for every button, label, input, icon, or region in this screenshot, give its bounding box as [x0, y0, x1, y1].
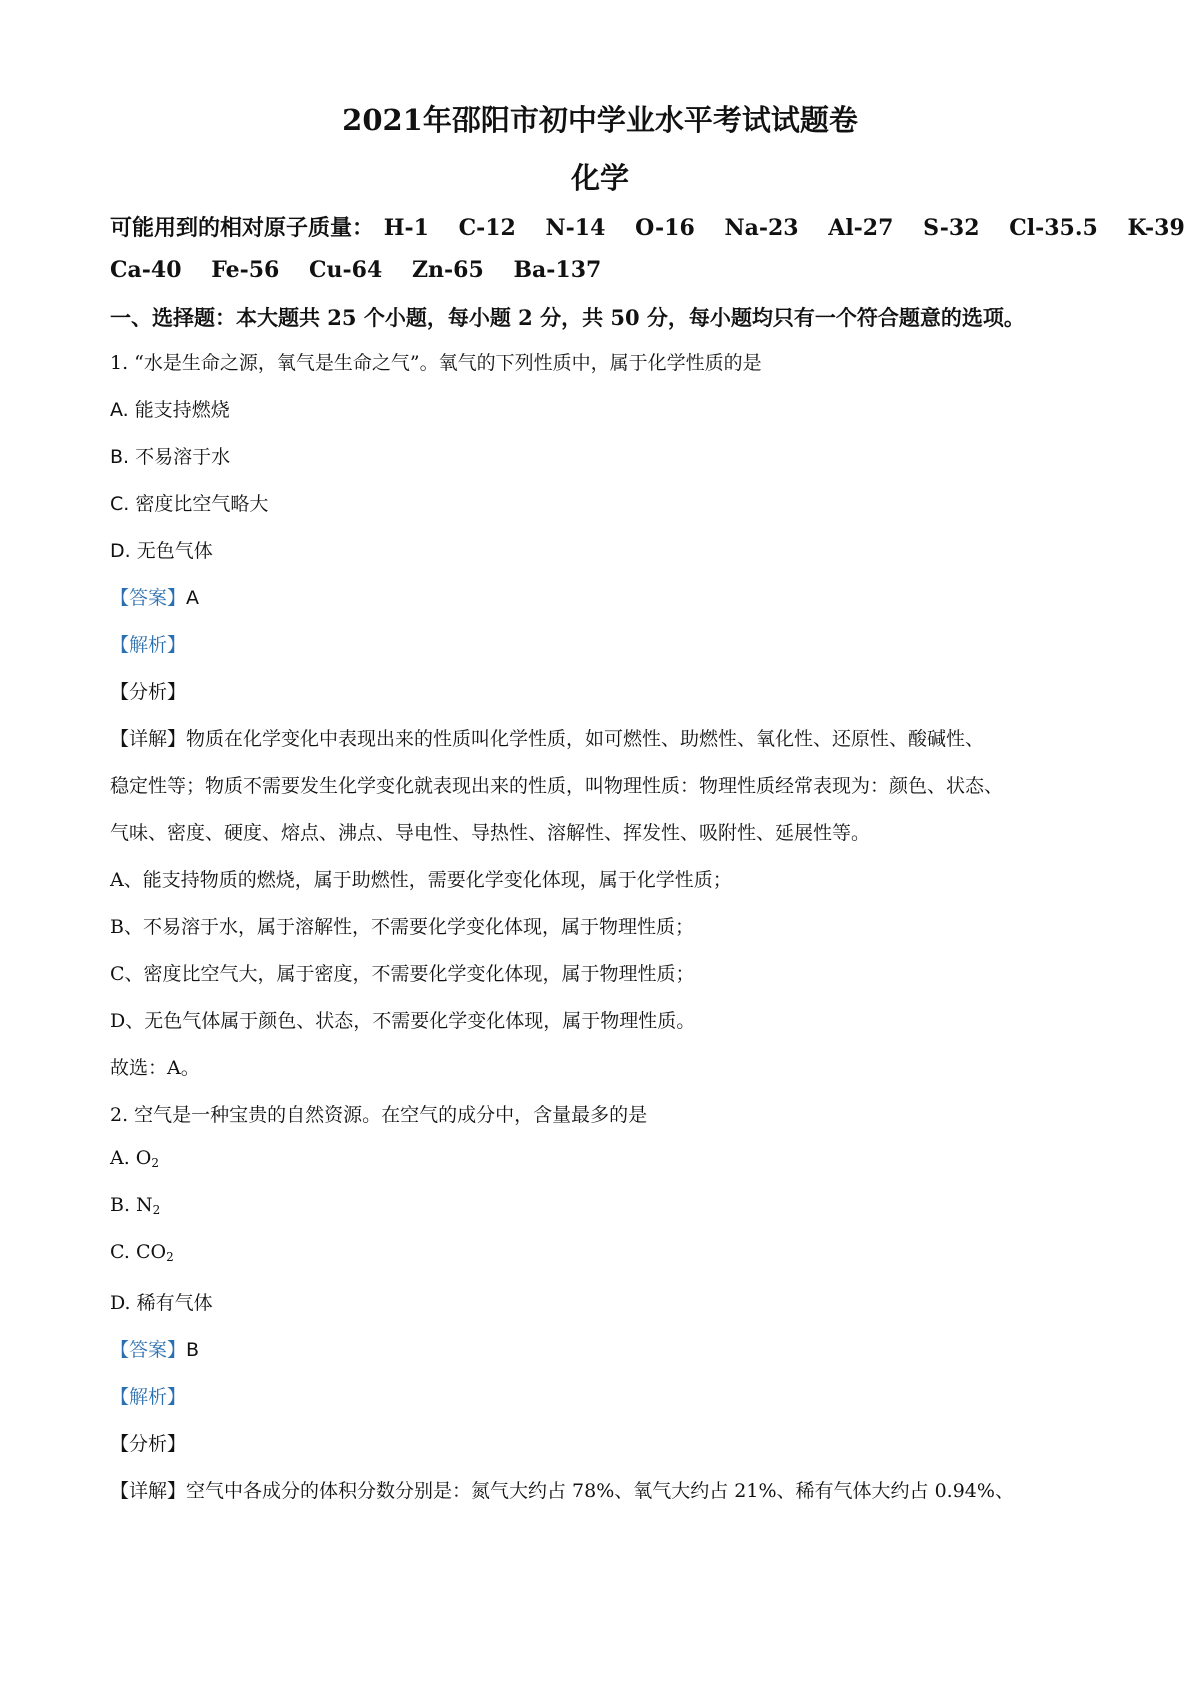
question-1-option-a: A. 能支持燃烧 — [110, 399, 230, 421]
question-1-detail-line: A、能支持物质的燃烧，属于助燃性，需要化学变化体现，属于化学性质； — [110, 869, 732, 891]
question-2-option-c: C. $CO_2$ — [110, 1241, 174, 1264]
question-2-option-d: D. 稀有气体 — [110, 1292, 213, 1314]
subject-title: 化学 — [570, 161, 629, 195]
atomic-mass: N-14 — [545, 215, 606, 241]
atomic-mass-label: 可能用到的相对原子质量： — [110, 215, 375, 241]
atomic-mass: Na-23 — [724, 215, 799, 241]
question-2-analysis-tag: 【解析】 — [110, 1386, 187, 1408]
question-1-fenxi: 【分析】 — [110, 681, 187, 703]
question-1-option-c: C. 密度比空气略大 — [110, 493, 269, 515]
question-1-detail-line: C、密度比空气大，属于密度，不需要化学变化体现，属于物理性质； — [110, 963, 695, 985]
question-2-stem: 2. 空气是一种宝贵的自然资源。在空气的成分中，含量最多的是 — [110, 1104, 648, 1126]
answer-value: B — [186, 1339, 200, 1361]
atomic-mass: C-12 — [458, 215, 516, 241]
question-2-option-b: B. $N_2$ — [110, 1194, 161, 1217]
question-1-detail-line: 稳定性等；物质不需要发生化学变化就表现出来的性质，叫物理性质：物理性质经常表现为：颜色、状态、 — [110, 775, 1004, 797]
atomic-mass-row-1 — [110, 211, 1200, 242]
answer-value: A — [186, 587, 200, 609]
atomic-mass: Cu-64 — [309, 257, 383, 283]
question-2-fenxi: 【分析】 — [110, 1433, 187, 1455]
question-1-detail-line: 故选：A。 — [110, 1057, 200, 1079]
atomic-mass: Cl-35.5 — [1009, 215, 1098, 241]
question-2-answer — [110, 1335, 199, 1362]
section-heading: 一、选择题：本大题共 25 个小题，每小题 2 分，共 50 分，每小题均只有一个符合题意的选项。 — [110, 305, 1025, 330]
atomic-mass: H-1 — [383, 215, 429, 241]
question-2-detail-line: 【详解】空气中各成分的体积分数分别是：氮气大约占 78%、氧气大约占 21%、稀有气体大约占 0.94%、 — [110, 1480, 1014, 1502]
question-1-detail-line: D、无色气体属于颜色、状态，不需要化学变化体现，属于物理性质。 — [110, 1010, 696, 1032]
atomic-mass: S-32 — [923, 215, 980, 241]
atomic-mass-row-2 — [110, 257, 623, 283]
atomic-mass: K-39 — [1127, 215, 1185, 241]
question-1-analysis-tag: 【解析】 — [110, 634, 187, 656]
answer-tag: 【答案】 — [110, 1339, 187, 1361]
answer-tag: 【答案】 — [110, 587, 187, 609]
question-1-stem: 1. “水是生命之源，氧气是生命之气”。氧气的下列性质中，属于化学性质的是 — [110, 352, 762, 374]
question-1-option-d: D. 无色气体 — [110, 540, 213, 562]
question-1-detail-line: 气味、密度、硬度、熔点、沸点、导电性、导热性、溶解性、挥发性、吸附性、延展性等。 — [110, 822, 871, 844]
document-title: 2021年邵阳市初中学业水平考试试题卷 — [342, 103, 858, 137]
question-1-detail-line: 【详解】物质在化学变化中表现出来的性质叫化学性质，如可燃性、助燃性、氧化性、还原性、酸碱性、 — [110, 728, 985, 750]
atomic-mass: O-16 — [635, 215, 695, 241]
atomic-mass: Al-27 — [828, 215, 894, 241]
atomic-mass: Ca-40 — [110, 257, 182, 283]
atomic-mass: Fe-56 — [211, 257, 280, 283]
question-2-option-a: A. $O_2$ — [110, 1147, 160, 1170]
atomic-mass: Zn-65 — [411, 257, 484, 283]
question-1-answer — [110, 583, 199, 610]
question-1-detail-line: B、不易溶于水，属于溶解性，不需要化学变化体现，属于物理性质； — [110, 916, 694, 938]
atomic-mass: Ba-137 — [513, 257, 602, 283]
question-1-option-b: B. 不易溶于水 — [110, 446, 231, 468]
